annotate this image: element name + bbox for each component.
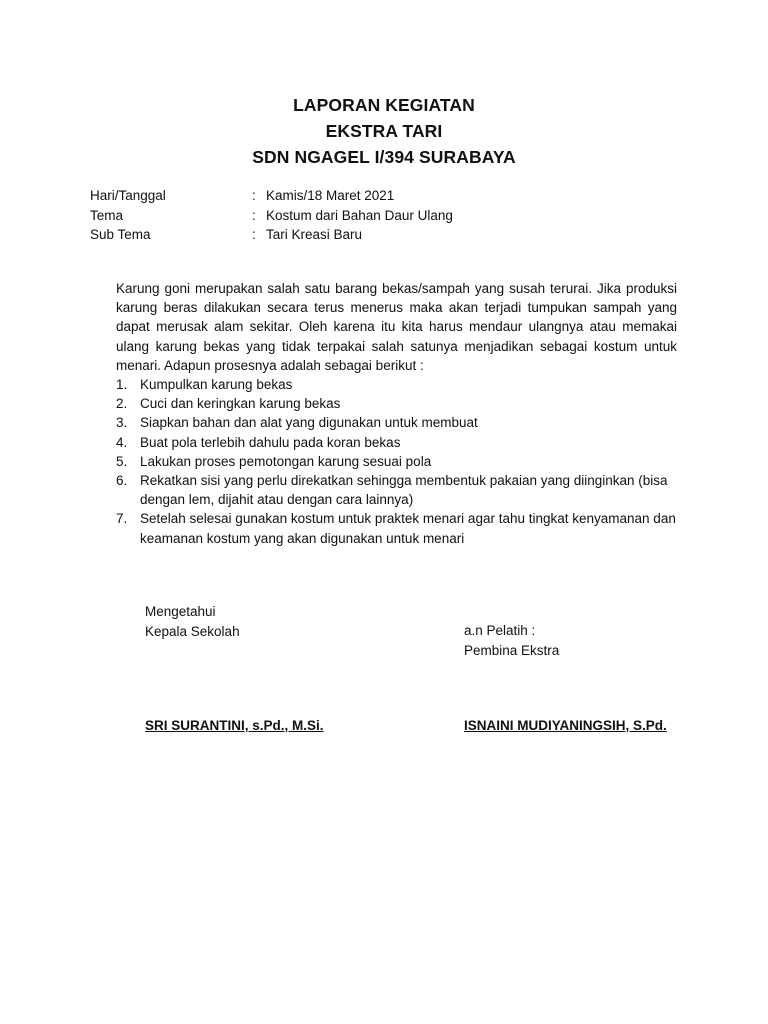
info-value: Tari Kreasi Baru (266, 227, 363, 242)
acknowledged-label: Mengetahui (145, 604, 216, 619)
report-body (116, 279, 677, 548)
step-text: Kumpulkan karung bekas (140, 377, 293, 393)
signature-block-right (464, 621, 559, 660)
title-line-3: SDN NGAGEL I/394 SURABAYA (252, 147, 516, 167)
info-label: Tema (90, 207, 124, 223)
supervisor-label: Pembina Ekstra (464, 642, 560, 658)
step-text: Buat pola terlebih dahulu pada koran bekas (140, 434, 401, 450)
signature-block-left (145, 602, 240, 641)
step-text: Rekatkan sisi yang perlu direkatkan sehingga membentuk pakaian yang diinginkan (bisa dengan lem, dijahit atau dengan cara lainnya) (140, 473, 668, 508)
info-colon: : (252, 207, 256, 223)
step-number: 3. (116, 415, 128, 431)
info-value: Kamis/18 Maret 2021 (266, 188, 395, 203)
info-colon: : (252, 188, 256, 203)
list-item (116, 433, 677, 452)
step-text: Setelah selesai gunakan kostum untuk praktek menari agar tahu tingkat kenyamanan dan keamanan kostum yang akan digunakan untuk menari (140, 511, 676, 546)
principal-label: Kepala Sekolah (145, 623, 240, 639)
list-item (116, 413, 677, 432)
title-line-1: LAPORAN KEGIATAN (293, 95, 475, 115)
step-text: Cuci dan keringkan karung bekas (140, 396, 341, 412)
info-colon: : (252, 227, 256, 242)
list-item (116, 394, 677, 413)
step-text: Lakukan proses pemotongan karung sesuai pola (140, 453, 432, 469)
info-row-date (90, 186, 690, 206)
supervisor-name: ISNAINI MUDIYANINGSIH, S.Pd. (464, 718, 667, 733)
info-value: Kostum dari Bahan Daur Ulang (266, 207, 453, 223)
step-number: 4. (116, 434, 128, 450)
info-label: Sub Tema (90, 227, 151, 242)
principal-name: SRI SURANTINI, s.Pd., M.Si. (145, 718, 324, 733)
info-label: Hari/Tanggal (90, 188, 166, 203)
intro-paragraph: Karung goni merupakan salah satu barang bekas/sampah yang susah terurai. Jika produksi karung beras dilakukan secara terus menerus maka akan terjadi tumpukan sampah yang dapat merusak alam sekitar. Oleh karena itu kita harus mendaur ulangnya atau memakai ulang karung bekas yang tidak terpakai salah satunya menjadikan sebagai kostum untuk menari. Adapun prosesnya adalah sebagai berikut : (116, 281, 677, 373)
info-row-theme (90, 206, 690, 226)
document-title (0, 92, 768, 170)
list-item (116, 509, 677, 547)
step-number: 1. (116, 377, 128, 393)
trainer-label: a.n Pelatih : (464, 623, 536, 638)
list-item (116, 452, 677, 471)
step-number: 5. (116, 453, 128, 469)
title-line-2: EKSTRA TARI (325, 121, 443, 141)
step-number: 7. (116, 511, 128, 527)
steps-list (116, 375, 677, 548)
info-row-subtheme (90, 225, 690, 245)
list-item (116, 471, 677, 509)
info-table (90, 186, 690, 245)
step-text: Siapkan bahan dan alat yang digunakan untuk membuat (140, 415, 478, 431)
step-number: 2. (116, 396, 128, 412)
list-item (116, 375, 677, 394)
step-number: 6. (116, 473, 128, 489)
